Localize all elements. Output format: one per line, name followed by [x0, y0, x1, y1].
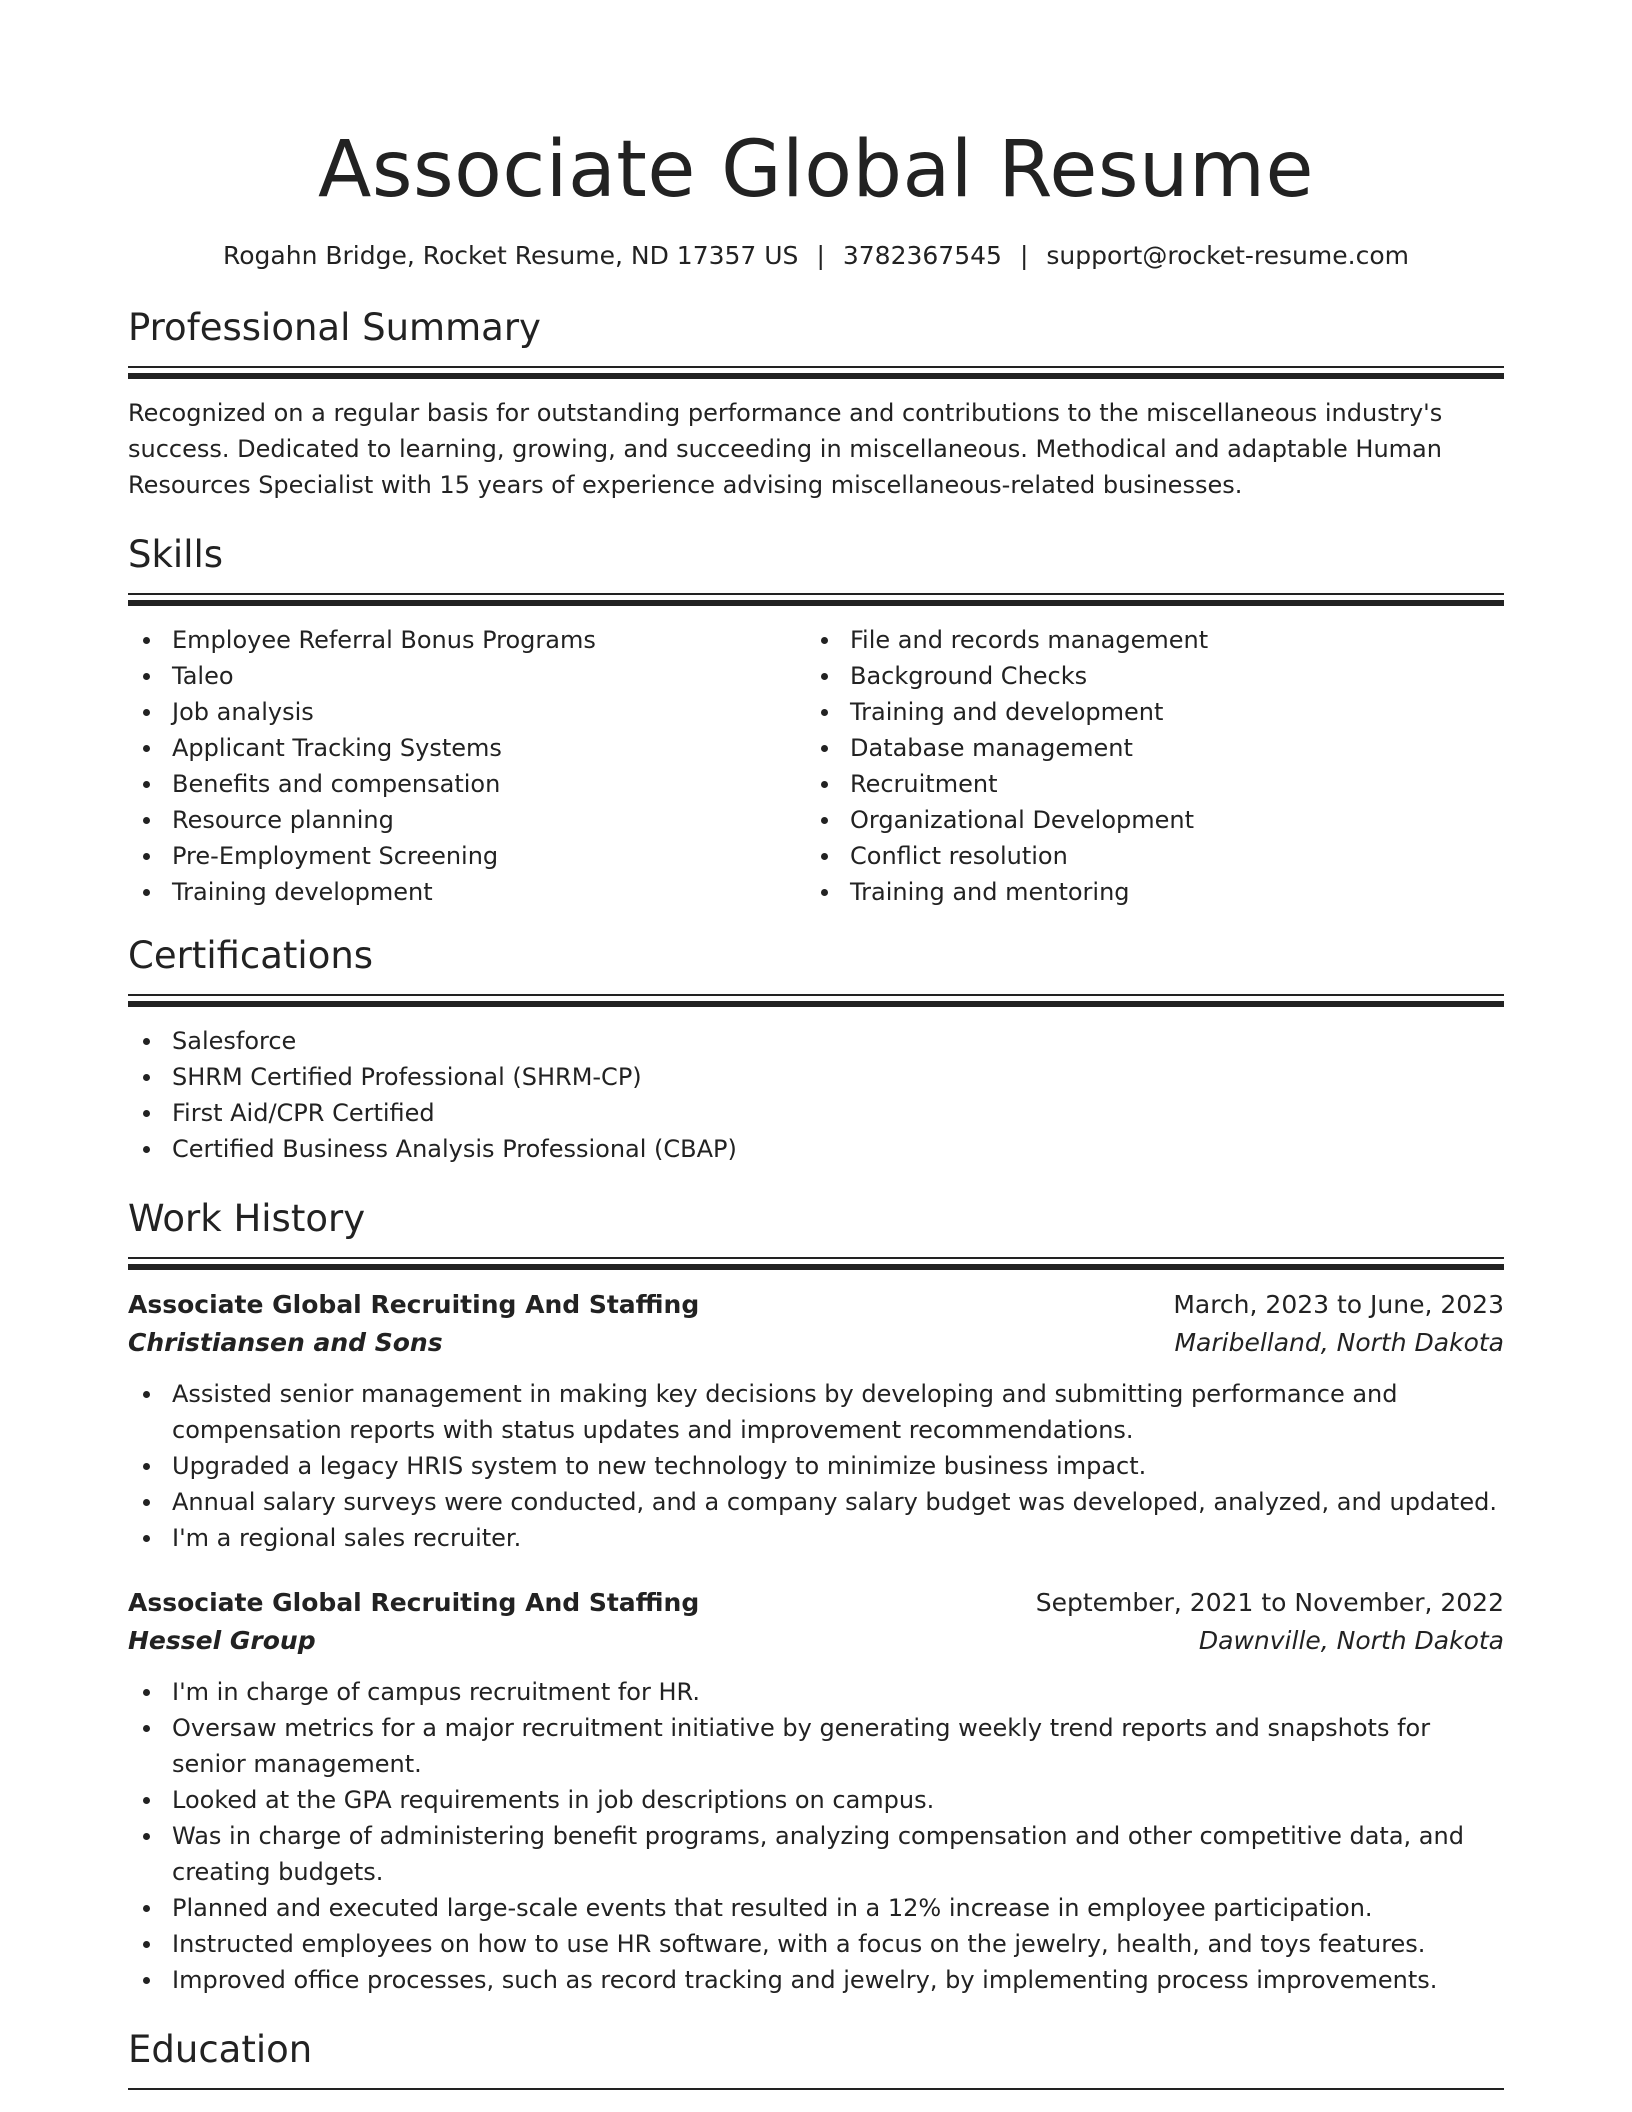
resume-page	[128, 0, 1504, 2090]
job-dates: September, 2021 to November, 2022	[1035, 1588, 1504, 1617]
certification-item: Certified Business Analysis Professional (CBAP)	[128, 1131, 1504, 1167]
section-divider-thick	[128, 600, 1504, 606]
job-bullet: Instructed employees on how to use HR software, with a focus on the jewelry, health, and toys features.	[128, 1926, 1504, 1962]
job-bullet: Looked at the GPA requirements in job descriptions on campus.	[128, 1782, 1504, 1818]
skill-item: Taleo	[128, 658, 806, 694]
work-history-section	[128, 1195, 1504, 1998]
skill-item: Benefits and compensation	[128, 766, 806, 802]
skill-item: File and records management	[806, 622, 1484, 658]
section-divider-thick	[128, 373, 1504, 379]
certifications-section	[128, 932, 1504, 1167]
section-divider-thick	[128, 1001, 1504, 1007]
job-dates: March, 2023 to June, 2023	[1173, 1290, 1504, 1319]
job-location: Dawnville, North Dakota	[1198, 1626, 1504, 1655]
section-title-work-history: Work History	[128, 1197, 366, 1240]
section-title-education: Education	[128, 2028, 313, 2071]
skill-item: Conflict resolution	[806, 838, 1484, 874]
skills-grid	[128, 622, 1504, 910]
job-header	[128, 1286, 1504, 1324]
section-title-skills: Skills	[128, 533, 224, 576]
section-divider	[128, 1257, 1504, 1259]
job-entry	[128, 1584, 1504, 1998]
job-company: Christiansen and Sons	[128, 1328, 443, 1357]
job-title: Associate Global Recruiting And Staffing	[128, 1290, 700, 1319]
job-bullets	[128, 1376, 1504, 1556]
certifications-list	[128, 1023, 1504, 1167]
job-bullet: I'm a regional sales recruiter.	[128, 1520, 1504, 1556]
job-bullet: Upgraded a legacy HRIS system to new technology to minimize business impact.	[128, 1448, 1504, 1484]
section-title-certifications: Certifications	[128, 934, 374, 977]
section-title-summary: Professional Summary	[128, 306, 541, 349]
section-divider	[128, 994, 1504, 996]
skill-item: Recruitment	[806, 766, 1484, 802]
job-location: Maribelland, North Dakota	[1174, 1328, 1504, 1357]
contact-email: support@rocket-resume.com	[1046, 241, 1409, 270]
certification-item: First Aid/CPR Certified	[128, 1095, 1504, 1131]
skill-item: Background Checks	[806, 658, 1484, 694]
section-divider	[128, 593, 1504, 595]
job-bullet: I'm in charge of campus recruitment for HR.	[128, 1674, 1504, 1710]
skill-item: Job analysis	[128, 694, 806, 730]
skill-item: Database management	[806, 730, 1484, 766]
job-bullet: Improved office processes, such as record tracking and jewelry, by implementing process improvements.	[128, 1962, 1504, 1998]
contact-separator: |	[1019, 241, 1029, 270]
job-company: Hessel Group	[128, 1626, 316, 1655]
section-divider	[128, 366, 1504, 368]
job-bullet: Annual salary surveys were conducted, and a company salary budget was developed, analyzed, and updated.	[128, 1484, 1504, 1520]
job-bullet: Oversaw metrics for a major recruitment initiative by generating weekly trend reports and snapshots for senior management.	[128, 1710, 1504, 1782]
skill-item: Resource planning	[128, 802, 806, 838]
certification-item: Salesforce	[128, 1023, 1504, 1059]
contact-line	[128, 238, 1504, 274]
resume-name: Associate Global Resume	[318, 125, 1314, 215]
skill-item: Employee Referral Bonus Programs	[128, 622, 806, 658]
contact-separator: |	[816, 241, 825, 270]
certification-item: SHRM Certified Professional (SHRM-CP)	[128, 1059, 1504, 1095]
skill-item: Training and development	[806, 694, 1484, 730]
job-bullet: Planned and executed large-scale events that resulted in a 12% increase in employee participation.	[128, 1890, 1504, 1926]
education-section	[128, 2026, 1504, 2090]
contact-phone: 3782367545	[842, 241, 1002, 270]
skill-item: Training development	[128, 874, 806, 910]
summary-text: Recognized on a regular basis for outstanding performance and contributions to the miscellaneous industry's success. Dedicated to learning, growing, and succeeding in miscellaneous. Methodical and adaptable Human Resources Specialist with 15 years of experience advising miscellaneous-related businesses.	[128, 399, 1443, 499]
skill-item: Organizational Development	[806, 802, 1484, 838]
job-bullet: Assisted senior management in making key decisions by developing and submitting performance and compensation reports with status updates and improvement recommendations.	[128, 1376, 1504, 1448]
job-subheader	[128, 1324, 1504, 1362]
section-divider	[128, 2088, 1504, 2090]
skill-item: Pre-Employment Screening	[128, 838, 806, 874]
job-bullet: Was in charge of administering benefit programs, analyzing compensation and other competitive data, and creating budgets.	[128, 1818, 1504, 1890]
skills-section	[128, 531, 1504, 910]
job-header	[128, 1584, 1504, 1622]
job-bullets	[128, 1674, 1504, 1998]
skill-item: Training and mentoring	[806, 874, 1484, 910]
job-entry	[128, 1286, 1504, 1556]
job-subheader	[128, 1622, 1504, 1660]
skills-column-right	[806, 622, 1484, 910]
summary-section	[128, 304, 1504, 503]
contact-address: Rogahn Bridge, Rocket Resume, ND 17357 US	[223, 241, 799, 270]
skill-item: Applicant Tracking Systems	[128, 730, 806, 766]
skills-column-left	[128, 622, 806, 910]
job-title: Associate Global Recruiting And Staffing	[128, 1588, 700, 1617]
section-divider-thick	[128, 1264, 1504, 1270]
